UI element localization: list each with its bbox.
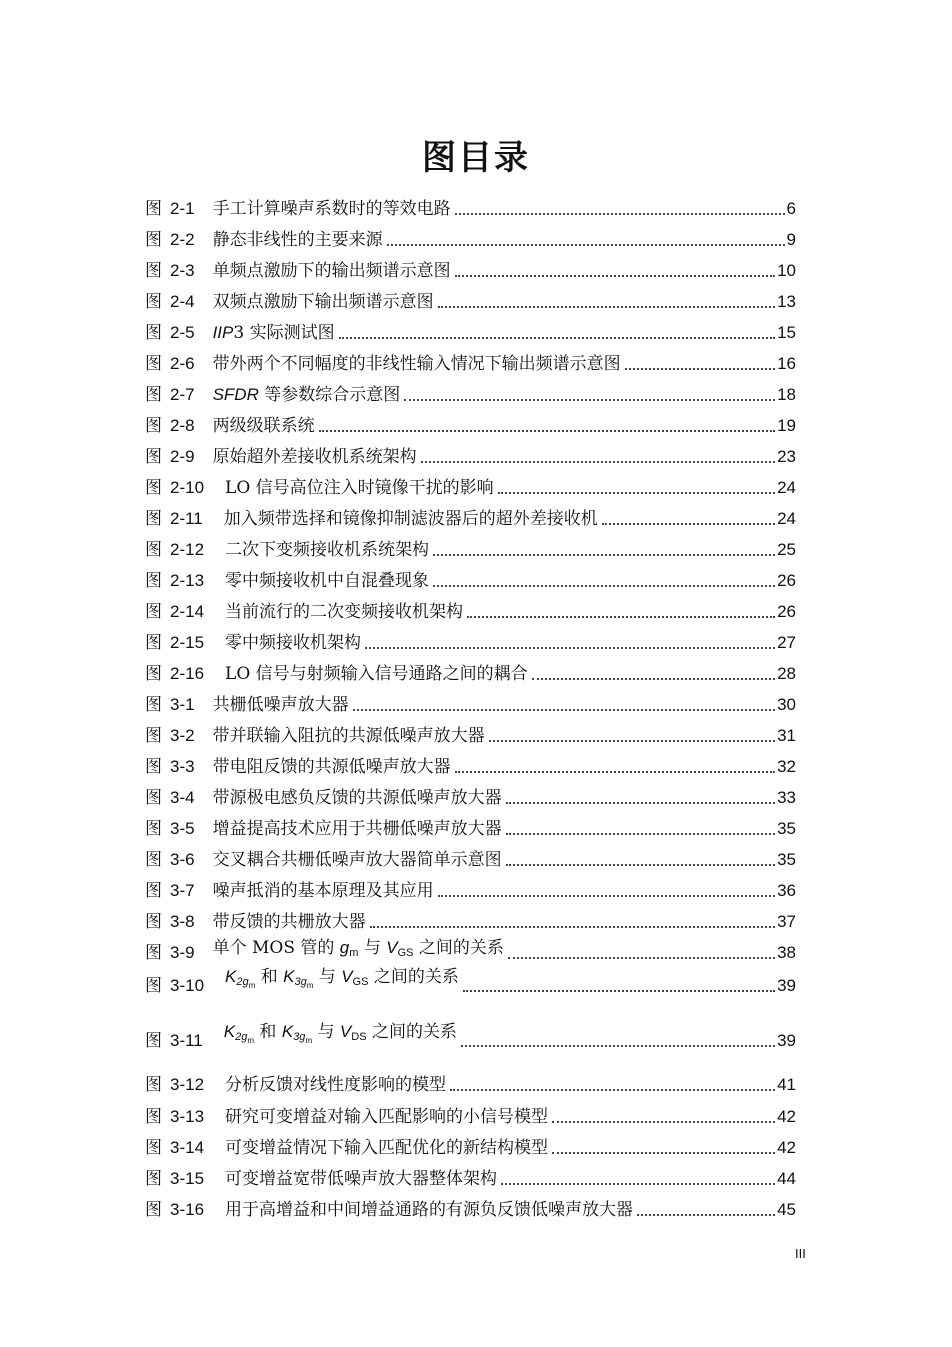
entry-page: 35 — [777, 850, 796, 869]
entry-prefix: 图 — [145, 540, 162, 560]
dot-leader — [455, 275, 776, 277]
dot-leader — [489, 740, 776, 742]
entry-number: 3-15 — [170, 1169, 205, 1188]
entry-prefix: 图 — [145, 447, 162, 467]
entry-title: 两级级联系统 — [212, 416, 315, 436]
entry-number: 2-10 — [170, 478, 205, 497]
entry-page: 42 — [777, 1107, 796, 1126]
entry-label — [145, 1136, 548, 1160]
entry-number: 3-11 — [170, 1031, 203, 1050]
dot-leader — [498, 492, 775, 494]
entry-prefix: 图 — [145, 1200, 162, 1220]
dot-leader — [433, 554, 775, 556]
dot-leader — [467, 616, 775, 618]
toc-entry[interactable] — [145, 410, 796, 438]
entry-title: 单个 MOS 管的 — [212, 938, 340, 958]
entry-title: 可变增益情况下输入匹配优化的新结构模型 — [225, 1138, 549, 1158]
entry-title: 和 — [254, 1022, 282, 1042]
toc-entry[interactable] — [145, 751, 796, 779]
entry-title: 用于高增益和中间增益通路的有源负反馈低噪声放大器 — [225, 1200, 634, 1220]
subscript-voltage: GS — [352, 976, 369, 988]
entry-title: 之间的关系 — [366, 1022, 457, 1042]
entry-title: 带源极电感负反馈的共源低噪声放大器 — [212, 788, 502, 808]
toc-entry[interactable] — [145, 1132, 796, 1160]
entry-text — [225, 1167, 497, 1191]
dot-leader — [339, 337, 775, 339]
entry-title: 带反馈的共栅放大器 — [212, 912, 366, 932]
toc-entry[interactable] — [145, 1194, 796, 1222]
entry-number: 3-4 — [170, 788, 195, 807]
entry-label — [145, 631, 361, 655]
entry-text — [213, 755, 451, 779]
symbol-k: K — [225, 967, 237, 986]
entry-number: 2-4 — [170, 292, 195, 311]
entry-title: 交叉耦合共栅低噪声放大器简单示意图 — [212, 850, 502, 870]
entry-number: 3-9 — [170, 943, 195, 962]
toc-entry[interactable] — [145, 317, 796, 345]
toc-entry[interactable] — [145, 565, 796, 593]
entry-number: 3-5 — [170, 819, 195, 838]
entry-page: 9 — [786, 230, 796, 249]
toc-entry[interactable] — [145, 875, 796, 903]
dot-leader — [370, 926, 776, 928]
entry-label — [145, 383, 400, 407]
entry-page: 33 — [777, 788, 796, 807]
toc-entry[interactable] — [145, 596, 796, 624]
entry-label — [145, 1167, 497, 1191]
entry-prefix: 图 — [145, 199, 162, 219]
subscript-2g: 2g — [235, 1031, 248, 1043]
entry-number: 2-16 — [170, 664, 205, 683]
entry-page: 27 — [777, 633, 796, 652]
entry-prefix: 图 — [145, 1107, 162, 1127]
entry-page: 30 — [777, 695, 796, 714]
entry-title: 分析反馈对线性度影响的模型 — [225, 1075, 447, 1095]
entry-label — [145, 879, 434, 903]
entry-prefix: 图 — [145, 664, 162, 684]
entry-page: 23 — [777, 447, 796, 466]
entry-label — [145, 848, 502, 872]
entry-prefix: 图 — [145, 416, 162, 436]
entry-title: 之间的关系 — [413, 938, 504, 958]
entry-prefix: 图 — [145, 695, 162, 715]
entry-prefix: 图 — [145, 261, 162, 281]
entry-page: 39 — [777, 1031, 796, 1050]
toc-entry[interactable] — [145, 689, 796, 717]
entry-title: 静态非线性的主要来源 — [212, 230, 383, 250]
entry-prefix: 图 — [145, 509, 162, 529]
entry-text — [213, 936, 504, 965]
entry-label — [145, 936, 504, 965]
entry-text — [213, 848, 502, 872]
entry-label — [145, 1073, 446, 1097]
entry-prefix: 图 — [145, 912, 162, 932]
toc-entry[interactable] — [145, 472, 796, 500]
entry-text — [213, 724, 485, 748]
entry-title: 增益提高技术应用于共栅低噪声放大器 — [212, 819, 502, 839]
entry-title: 与 — [358, 938, 387, 958]
toc-entry[interactable] — [145, 813, 796, 841]
entry-number: 3-8 — [170, 912, 195, 931]
entry-number: 3-6 — [170, 850, 195, 869]
entry-title: 带并联输入阻抗的共源低噪声放大器 — [212, 726, 485, 746]
entry-label — [145, 1020, 457, 1053]
entry-number: 3-3 — [170, 757, 195, 776]
subscript-m: m — [349, 947, 359, 959]
dot-leader — [501, 1183, 775, 1185]
entry-number: 2-11 — [170, 509, 203, 528]
entry-page: 28 — [777, 664, 796, 683]
toc-entry[interactable] — [145, 534, 796, 562]
entry-title: 和 — [255, 967, 284, 987]
entry-label — [145, 786, 502, 810]
entry-page: 26 — [777, 571, 796, 590]
entry-text — [213, 321, 335, 345]
entry-label — [145, 1198, 633, 1222]
toc-entry[interactable] — [145, 286, 796, 314]
entry-page: 32 — [777, 757, 796, 776]
entry-label — [145, 445, 417, 469]
entry-text — [225, 476, 494, 500]
entry-title: 双频点激励下输出频谱示意图 — [212, 292, 434, 312]
entry-number: 3-7 — [170, 881, 195, 900]
toc-entry[interactable] — [145, 1022, 796, 1053]
entry-text — [225, 538, 429, 562]
toc-entry[interactable] — [145, 906, 796, 934]
entry-label — [145, 755, 451, 779]
entry-page: 24 — [777, 509, 796, 528]
toc-entry[interactable] — [145, 255, 796, 283]
toc-entry[interactable] — [145, 348, 796, 376]
entry-text — [213, 879, 434, 903]
entry-title: 与 — [312, 1022, 340, 1042]
entry-text — [213, 910, 366, 934]
entry-number: 2-13 — [170, 571, 205, 590]
entry-label — [145, 569, 429, 593]
entry-prefix: 图 — [145, 385, 162, 405]
entry-title: LO 信号高位注入时镜像干扰的影响 — [225, 478, 494, 498]
entry-title: 之间的关系 — [368, 967, 459, 987]
entry-text — [213, 197, 451, 221]
entry-number: 2-1 — [170, 199, 195, 218]
dot-leader — [438, 306, 776, 308]
entry-label — [145, 259, 451, 283]
entry-number: 3-2 — [170, 726, 195, 745]
entry-text — [213, 817, 502, 841]
entry-prefix: 图 — [145, 726, 162, 746]
toc-entry[interactable] — [145, 193, 796, 221]
entry-page: 37 — [777, 912, 796, 931]
dot-leader — [637, 1214, 775, 1216]
subscript-m: m — [247, 1036, 255, 1045]
entry-label — [145, 724, 485, 748]
symbol-k: K — [281, 1022, 294, 1041]
dot-leader — [438, 895, 776, 897]
entry-text — [213, 414, 315, 438]
toc-entry[interactable] — [145, 224, 796, 252]
dot-leader — [602, 523, 775, 525]
entry-title: LO 信号与射频输入信号通路之间的耦合 — [225, 664, 528, 684]
entry-title: 当前流行的二次变频接收机架构 — [225, 602, 464, 622]
entry-label — [145, 476, 494, 500]
toc-entry[interactable] — [145, 1163, 796, 1191]
dot-leader — [552, 1121, 775, 1123]
entry-page: 16 — [777, 354, 796, 373]
entry-title: 3 实际测试图 — [233, 323, 335, 343]
entry-label — [145, 910, 366, 934]
entry-number: 2-12 — [170, 540, 205, 559]
entry-title: 等参数综合示意图 — [258, 385, 401, 405]
entry-text — [213, 383, 401, 407]
toc-entry[interactable] — [145, 379, 796, 407]
symbol-v: V — [341, 967, 353, 986]
entry-page: 44 — [777, 1169, 796, 1188]
entry-page: 25 — [777, 540, 796, 559]
entry-number: 2-5 — [170, 323, 195, 342]
entry-text — [225, 1073, 446, 1097]
subscript-gs: GS — [397, 947, 414, 959]
entry-text — [224, 507, 598, 531]
entry-label — [145, 321, 335, 345]
entry-title: 噪声抵消的基本原理及其应用 — [212, 881, 434, 901]
dot-leader — [319, 430, 776, 432]
entry-page: 18 — [777, 385, 796, 404]
entry-prefix: 图 — [145, 292, 162, 312]
entry-page: 24 — [777, 478, 796, 497]
dot-leader — [365, 647, 775, 649]
entry-number: 3-10 — [170, 976, 205, 995]
dot-leader — [404, 399, 775, 401]
entry-number: 3-16 — [170, 1200, 205, 1219]
entry-page: 19 — [777, 416, 796, 435]
entry-label — [145, 538, 429, 562]
entry-title: 共栅低噪声放大器 — [212, 695, 349, 715]
entry-title: 与 — [313, 967, 342, 987]
symbol-g: g — [339, 938, 350, 957]
dot-leader — [463, 990, 775, 992]
entry-prefix: 图 — [145, 788, 162, 808]
entry-prefix: 图 — [145, 1075, 162, 1095]
toc-entry[interactable] — [145, 844, 796, 872]
toc-entry[interactable] — [145, 937, 796, 965]
toc-entry[interactable] — [145, 967, 796, 998]
entry-page: 26 — [777, 602, 796, 621]
entry-text — [213, 786, 502, 810]
entry-number: 2-15 — [170, 633, 205, 652]
entry-text — [213, 445, 417, 469]
entry-label — [145, 197, 451, 221]
entry-text — [225, 631, 361, 655]
entry-number: 2-7 — [170, 385, 195, 404]
entry-title-italic: SFDR — [212, 385, 259, 404]
symbol-v: V — [339, 1022, 352, 1041]
entry-number: 2-3 — [170, 261, 195, 280]
entry-text — [213, 352, 621, 376]
entry-title: 研究可变增益对输入匹配影响的小信号模型 — [225, 1107, 549, 1127]
entry-label — [145, 965, 459, 998]
entry-label — [145, 414, 315, 438]
entry-page: 39 — [777, 976, 796, 995]
entry-label — [145, 507, 598, 531]
entry-title: 手工计算噪声系数时的等效电路 — [212, 199, 451, 219]
subscript-voltage: DS — [351, 1031, 367, 1043]
entry-prefix: 图 — [145, 478, 162, 498]
entry-text — [225, 569, 429, 593]
toc-entry[interactable] — [145, 627, 796, 655]
entry-number: 3-14 — [170, 1138, 205, 1157]
dot-leader — [455, 771, 776, 773]
entry-text — [225, 662, 528, 686]
dot-leader — [450, 1089, 775, 1091]
toc-entry[interactable] — [145, 1069, 796, 1097]
entry-number: 2-9 — [170, 447, 195, 466]
toc-entry[interactable] — [145, 1101, 796, 1129]
entry-title: 零中频接收机中自混叠现象 — [225, 571, 430, 591]
dot-leader — [506, 802, 776, 804]
subscript-m: m — [305, 1036, 313, 1045]
entry-number: 2-2 — [170, 230, 195, 249]
entry-prefix: 图 — [145, 819, 162, 839]
toc-entry[interactable] — [145, 658, 796, 686]
entry-page: 35 — [777, 819, 796, 838]
page-title: 图目录 — [422, 138, 530, 178]
entry-title: 原始超外差接收机系统架构 — [212, 447, 417, 467]
entry-page: 45 — [777, 1200, 796, 1219]
entry-page: 6 — [786, 199, 796, 218]
entry-label — [145, 600, 463, 624]
entry-prefix: 图 — [145, 354, 162, 374]
page-number: III — [795, 1246, 806, 1261]
entry-number: 2-6 — [170, 354, 195, 373]
entry-prefix: 图 — [145, 1169, 162, 1189]
entry-text — [224, 1020, 457, 1053]
entry-title-italic: IIP — [212, 323, 234, 342]
dot-leader — [461, 1045, 775, 1047]
entry-page: 36 — [777, 881, 796, 900]
entry-number: 2-8 — [170, 416, 195, 435]
dot-leader — [455, 213, 785, 215]
entry-prefix: 图 — [145, 633, 162, 653]
dot-leader — [506, 864, 776, 866]
entry-title: 带外两个不同幅度的非线性输入情况下输出频谱示意图 — [212, 354, 621, 374]
dot-leader — [387, 244, 785, 246]
entry-title: 零中频接收机架构 — [225, 633, 362, 653]
entry-prefix: 图 — [145, 850, 162, 870]
entry-page: 41 — [777, 1075, 796, 1094]
subscript-m: m — [248, 981, 256, 990]
entry-text — [213, 693, 349, 717]
dot-leader — [552, 1152, 775, 1154]
entry-number: 3-12 — [170, 1075, 205, 1094]
entry-prefix: 图 — [145, 757, 162, 777]
entry-title: 可变增益宽带低噪声放大器整体架构 — [225, 1169, 498, 1189]
entry-label — [145, 817, 502, 841]
toc-entry[interactable] — [145, 503, 796, 531]
entry-page: 31 — [777, 726, 796, 745]
entry-prefix: 图 — [145, 323, 162, 343]
entry-page: 10 — [777, 261, 796, 280]
entry-text — [213, 228, 383, 252]
symbol-k: K — [283, 967, 295, 986]
entry-title: 带电阻反馈的共源低噪声放大器 — [212, 757, 451, 777]
entry-title: 加入频带选择和镜像抑制滤波器后的超外差接收机 — [223, 509, 598, 529]
entry-page: 13 — [777, 292, 796, 311]
toc-entry[interactable] — [145, 782, 796, 810]
entry-title: 单频点激励下的输出频谱示意图 — [212, 261, 451, 281]
symbol-k: K — [223, 1022, 236, 1041]
dot-leader — [421, 461, 776, 463]
entry-text — [213, 290, 434, 314]
entry-prefix: 图 — [145, 943, 162, 963]
entry-text — [225, 965, 459, 998]
dot-leader — [353, 709, 776, 711]
entry-prefix: 图 — [145, 1138, 162, 1158]
entry-label — [145, 352, 621, 376]
entry-page: 42 — [777, 1138, 796, 1157]
subscript-3g: 3g — [294, 976, 307, 988]
toc-entry[interactable] — [145, 441, 796, 469]
entry-page: 38 — [777, 943, 796, 962]
entry-text — [225, 600, 463, 624]
entry-prefix: 图 — [145, 602, 162, 622]
entry-prefix: 图 — [145, 230, 162, 250]
entry-page: 15 — [777, 323, 796, 342]
symbol-v: V — [386, 938, 398, 957]
entry-number: 3-13 — [170, 1107, 205, 1126]
entry-label — [145, 693, 349, 717]
entry-number: 2-14 — [170, 602, 205, 621]
dot-leader — [433, 585, 775, 587]
subscript-2g: 2g — [236, 976, 249, 988]
entry-label — [145, 228, 383, 252]
toc-entry[interactable] — [145, 720, 796, 748]
entry-text — [225, 1136, 548, 1160]
entry-prefix: 图 — [145, 571, 162, 591]
entry-prefix: 图 — [145, 976, 162, 996]
entry-text — [225, 1198, 633, 1222]
entry-number: 3-1 — [170, 695, 195, 714]
entry-prefix: 图 — [145, 881, 162, 901]
entry-text — [213, 259, 451, 283]
entry-title: 二次下变频接收机系统架构 — [225, 540, 430, 560]
dot-leader — [625, 368, 776, 370]
dot-leader — [532, 678, 775, 680]
entry-label — [145, 1105, 548, 1129]
dot-leader — [506, 833, 776, 835]
entry-prefix: 图 — [145, 1031, 162, 1051]
entry-text — [225, 1105, 548, 1129]
dot-leader — [508, 957, 775, 959]
entry-label — [145, 662, 528, 686]
entry-label — [145, 290, 434, 314]
subscript-3g: 3g — [293, 1031, 306, 1043]
subscript-m: m — [306, 981, 314, 990]
